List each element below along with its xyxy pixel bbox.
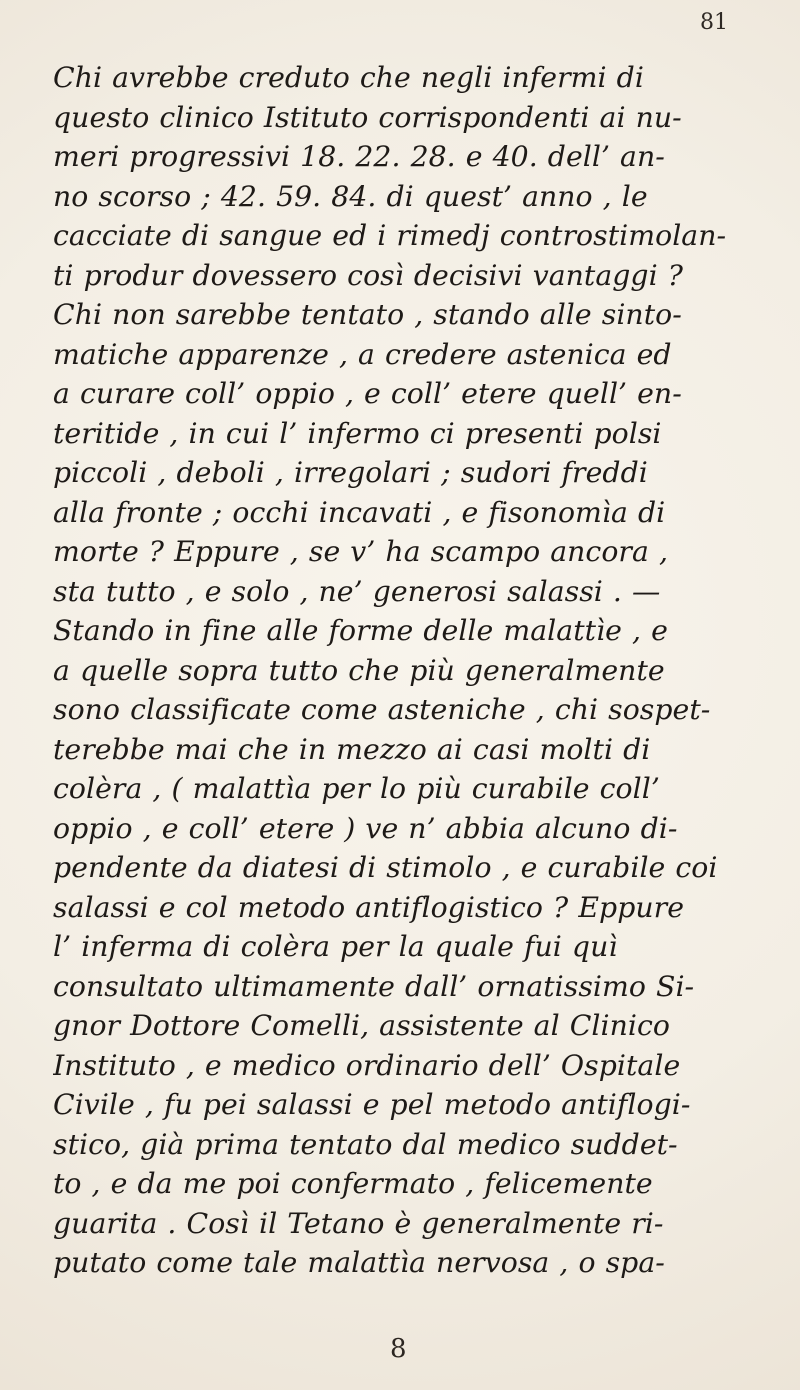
text-line: pendente da diatesi di stimolo , e curabile coi (53, 851, 718, 884)
text-line: questo clinico Istituto corrispondenti ai nu- (53, 100, 682, 134)
text-line: putato come tale malattìa nervosa , o spa- (53, 1246, 665, 1279)
text-line: a curare coll’ oppio , e coll’ etere quell’ en- (53, 377, 682, 410)
text-line: teritide , in cui l’ infermo ci presenti polsi (53, 416, 662, 450)
text-line: cacciate di sangue ed i rimedj controstimolan- (53, 219, 727, 252)
text-line: salassi e col metodo antiflogistico ? Eppure (53, 890, 685, 924)
text-line: piccoli , deboli , irregolari ; sudori freddi (53, 456, 648, 489)
text-line: gnor Dottore Comelli, assistente al Clinico (53, 1009, 670, 1042)
text-line: Chi non sarebbe tentato , stando alle sinto- (53, 298, 682, 331)
text-line: oppio , e coll’ etere ) ve n’ abbia alcuno di- (53, 811, 678, 845)
text-line: colèra , ( malattìa per lo più curabile coll’ (53, 772, 660, 805)
text-line: ti produr dovessero così decisivi vantaggi ? (53, 258, 683, 292)
main-text-block (53, 58, 753, 1283)
text-line: sono classificate come asteniche , chi sospet- (53, 693, 711, 726)
text-line: Instituto , e medico ordinario dell’ Ospitale (53, 1048, 681, 1082)
text-line: stico, già prima tentato dal medico suddet- (53, 1127, 678, 1161)
text-line: no scorso ; 42. 59. 84. di quest’ anno , le (53, 179, 648, 213)
text-line: meri progressivi 18. 22. 28. e 40. dell’ an- (53, 140, 665, 173)
text-line: terebbe mai che in mezzo ai casi molti di (53, 732, 651, 766)
text-line: consultato ultimamente dall’ ornatissimo Si- (53, 969, 695, 1003)
text-line: guarita . Così il Tetano è generalmente ri- (53, 1206, 664, 1240)
text-line: morte ? Eppure , se v’ ha scampo ancora , (53, 535, 668, 568)
text-line: Chi avrebbe creduto che negli infermi di (53, 61, 644, 94)
text-line: sta tutto , e solo , ne’ generosi salassi . — (53, 574, 661, 608)
text-line: Stando in fine alle forme delle malattìe , e (53, 614, 668, 647)
text-line: Civile , fu pei salassi e pel metodo antiflogi- (53, 1088, 691, 1121)
printer-signature-mark: 8 (390, 1334, 407, 1364)
text-line: a quelle sopra tutto che più generalmente (53, 653, 665, 687)
text-line: alla fronte ; occhi incavati , e fisonomìa di (53, 495, 666, 529)
text-line: to , e da me poi confermato , felicemente (53, 1167, 653, 1200)
text-line: l’ inferma di colèra per la quale fui quì (53, 930, 618, 963)
page-number: 81 (700, 10, 728, 35)
text-line: matiche apparenze , a credere astenica ed (53, 337, 672, 371)
